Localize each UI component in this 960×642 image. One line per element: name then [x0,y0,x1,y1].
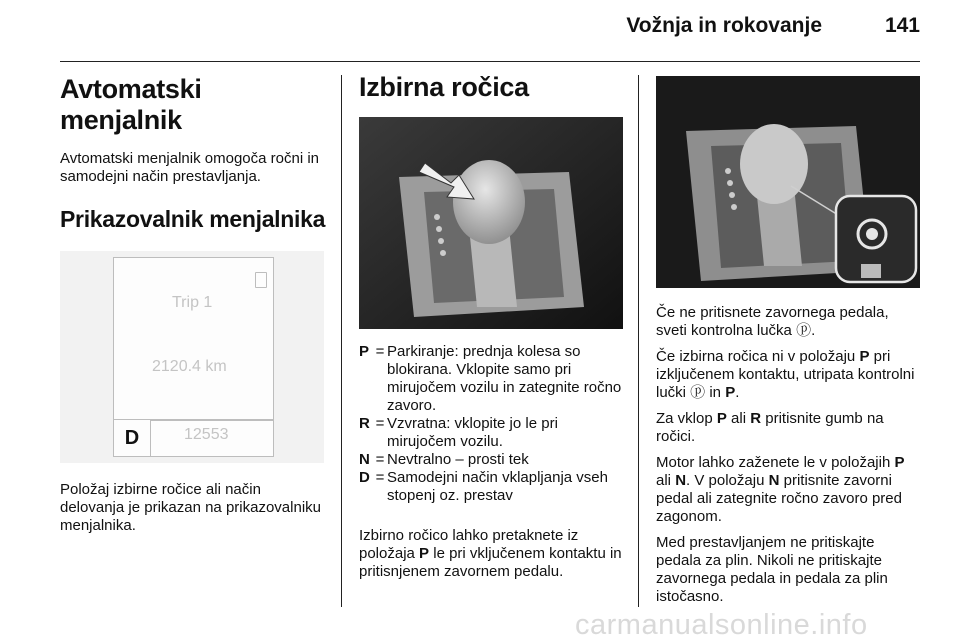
definition-p [359,343,624,415]
intro-paragraph: Avtomatski menjalnik omogoča ročni in samodejni način prestavljanja. [60,150,320,185]
selector-note [359,527,624,581]
page-title: Vožnja in rokovanje [626,14,822,37]
paragraph-ignition-off [656,348,922,402]
paragraph-shifting-warning: Med prestavljanjem ne pritiskajte pedala za plin. Nikoli ne pritiskajte zavornega pedala in pedala za plin istočasno. [656,534,888,605]
page-number: 141 [884,14,920,37]
selector-lever-photo [359,117,623,329]
text-run: ali [656,472,676,489]
text-run: Za vklop [656,410,717,427]
column-left [60,72,326,535]
subheading-display: Prikazovalnik menjalnika [60,206,326,232]
definition-separator: = [375,415,385,432]
page-header [0,0,960,60]
definition-text: Samodejni način vklapljanja vseh stopenj oz. prestav [387,469,608,504]
definition-text: Nevtralno – prosti tek [387,451,529,468]
bold-run: N [768,472,780,489]
selector-lever-drawing [359,117,623,329]
column-right [656,72,922,606]
bold-run: P [716,410,727,427]
definition-separator: = [375,469,385,486]
definition-key: D [359,469,370,486]
paragraph-engine-start [656,454,922,526]
text-run: pri izključenem kontaktu, utripata kontrolni lučki ⓟ in [656,348,915,401]
bold-run: N [675,472,687,489]
bold-run: P [859,348,870,365]
display-odometer: 12553 [184,426,229,443]
watermark: carmanualsonline.info [575,609,868,641]
definition-separator: = [375,451,385,468]
display-trip-label: Trip 1 [172,294,213,311]
text-run: ali [726,410,751,427]
text-run: pritisnite zavorni pedal ali zategnite ročno zavoro pred zagonom. [656,472,902,525]
brake-indicator-drawing [656,76,920,288]
bold-run: R [750,410,762,427]
column-divider-1 [341,75,342,607]
definition-key: R [359,415,370,432]
section-heading-transmission: Avtomatski menjalnik [60,74,202,135]
definition-n [359,451,624,469]
definition-separator: = [375,343,385,360]
bold-run: P [894,454,905,471]
paragraph-brake-warning: Če ne pritisnete zavornega pedala, sveti kontrolna lučka ⓟ. [656,304,889,339]
header-rule [60,61,920,62]
display-gear-indicator: D [114,419,151,457]
bold-run: P [725,384,736,401]
note-bold: P [419,545,430,562]
note-text: le pri vključenem kontaktu in pritisnjenem zavornem pedalu. [359,545,622,580]
definition-text: Vzvratna: vklopite jo le pri mirujočem vozilu. [387,415,558,450]
display-divider [150,419,273,421]
section-heading-selector-lever: Izbirna ročica [359,72,529,102]
definition-key: N [359,451,370,468]
definition-text: Parkiranje: prednja kolesa so blokirana. Vklopite samo pri mirujočem vozilu in zategnite ročno zavoro. [387,343,622,414]
text-run: Če izbirna ročica ni v položaju [656,348,860,365]
definition-d [359,469,624,505]
text-run: . V položaju [686,472,769,489]
text-run: . [735,384,740,401]
note-text: Izbirno ročico lahko pretaknete iz položaja [359,527,579,562]
text-run: pritisnite gumb na ročici. [656,410,884,445]
gear-definitions-list [359,343,624,505]
paragraph-engage-button [656,410,922,446]
transmission-display-illustration [60,251,324,463]
display-screen [113,257,274,457]
trip-icon [255,272,267,288]
column-divider-2 [638,75,639,607]
definition-key: P [359,343,370,360]
definition-r [359,415,624,451]
display-caption: Položaj izbirne ročice ali način delovanja je prikazan na prikazovalniku menjalnika. [60,481,321,534]
column-middle [359,72,624,581]
brake-indicator-photo [656,76,920,288]
text-run: Motor lahko zaženete le v položajih [656,454,895,471]
display-distance: 2120.4 km [152,358,227,375]
